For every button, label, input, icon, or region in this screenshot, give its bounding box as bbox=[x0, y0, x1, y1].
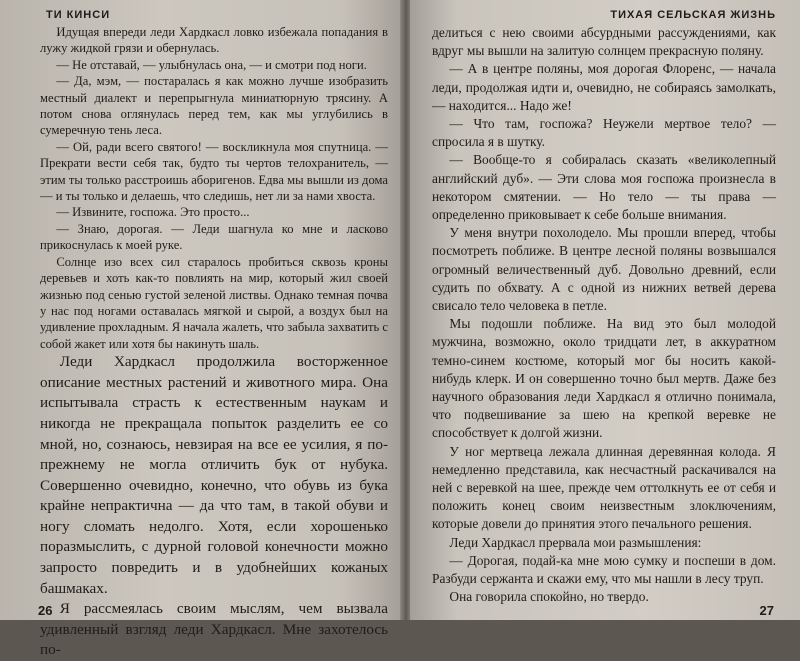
left-running-head: ТИ КИНСИ bbox=[46, 9, 111, 21]
paragraph: — Вообще-то я собиралась сказать «великолепный английский дуб». — Эти слова моя госпожа произнесла в некотором смятении. — Но тело — ты права — определенно приковывает к себе больше внимания. bbox=[432, 152, 776, 223]
paragraph: — Извините, госпожа. Это просто... bbox=[56, 205, 250, 220]
left-page-text bbox=[40, 24, 388, 661]
right-running-head: ТИХАЯ СЕЛЬСКАЯ ЖИЗНЬ bbox=[610, 9, 776, 21]
paragraph: — А в центре поляны, моя дорогая Флоренс, — начала леди, продолжая идти и, очевидно, не собираясь замолкать, — находится... Надо же! bbox=[432, 61, 776, 113]
paragraph: Идущая впереди леди Хардкасл ловко избежала попадания в лужу жидкой грязи и обернулась. bbox=[40, 25, 388, 56]
paragraph: Солнце изо всех сил старалось пробиться сквозь кроны деревьев и хоть как-то повлиять на мир, который жил своей жизнью под сенью густой зеленой листвы. Однако темная почва у нас под ногами оставалась мягкой и сырой, а воздух был на удивление прохладным. Я начала жалеть, что забыла захватить с собой жакет или хотя бы накинуть шаль. bbox=[40, 254, 388, 351]
paragraph: — Не отставай, — улыбнулась она, — и смотри под ноги. bbox=[56, 57, 367, 72]
page-number-left: 26 bbox=[38, 603, 53, 618]
paragraph: Леди Хардкасл прервала мои размышления: bbox=[449, 534, 702, 550]
paragraph: — Дорогая, подай-ка мне мою сумку и поспеши в дом. Разбуди сержанта и скажи ему, что мы нашли в лесу труп. bbox=[432, 552, 776, 587]
paragraph: Она говорила спокойно, но твердо. bbox=[449, 589, 649, 605]
right-page bbox=[410, 0, 800, 620]
paragraph: Мы подошли поближе. На вид это был молодой мужчина, возможно, около тридцати лет, в аккуратном темно-синем костюме, который мог бы носить какой-нибудь клерк. И он совершенно точно был мертв. Даже без научного образования леди Хардкасл я отлично понимала, что подвешивание за шею на крепкой веревке не способствует к долгой жизни. bbox=[432, 316, 776, 441]
paragraph: Леди Хардкасл продолжила восторженное описание местных растений и животного мира. Она испытывала страсть к естественным наукам и никогда не прекращала попыток разделить ее со мной, но, сознаюсь, невзирая на все ее усилия, я по-прежнему не могла отличить бук от нубука. Совершенно очевидно, конечно, что обувь из бука крайне непрактична — да что там, в такой обуви и ногу сломать недолго. Хотя, если хорошенько поразмыслить, с дурной головой конечности можно запросто повредить и в удобнейших кожаных башмаках. bbox=[40, 353, 388, 597]
paragraph: — Знаю, дорогая. — Леди шагнула ко мне и ласково прикоснулась к моей руке. bbox=[40, 221, 388, 253]
paragraph: — Ой, ради всего святого! — воскликнула моя спутница. — Прекрати вести себя так, будто ты чертов телохранитель, — этим ты только расстроишь аборигенов. Едва мы вышли из дома — и ты только и делаешь, что следишь, нет ли за нами хвоста. bbox=[40, 139, 388, 204]
paragraph: У ног мертвеца лежала длинная деревянная колода. Я немедленно представила, как несчастный раскачивался на ней с веревкой на шее, прежде чем оттолкнуть ее от себя и положить конец своим неизвестным злоключениям, которые довели до принятия этого печального решения. bbox=[432, 443, 776, 532]
paragraph: — Что там, госпожа? Неужели мертвое тело? — спросила я в шутку. bbox=[432, 116, 776, 150]
right-page-text bbox=[432, 24, 776, 607]
paragraph: Я рассмеялась своим мыслям, чем вызвала удивленный взгляд леди Хардкасл. Мне захотелось по- bbox=[40, 600, 388, 659]
paragraph-continuation: делиться с нею своими абсурдными рассуждениями, как вдруг мы вышли на залитую солнцем прекрасную поляну. bbox=[432, 25, 776, 59]
page-number-right: 27 bbox=[759, 603, 774, 618]
paragraph: — Да, мэм, — постаралась я как можно лучше изобразить местный диалект и перепрыгнула миниатюрную трясину. А потом снова оглянулась перед тем, как мы углубились в сумеречную тень леса. bbox=[40, 74, 388, 138]
paragraph: У меня внутри похолодело. Мы прошли вперед, чтобы посмотреть поближе. В центре лесной поляны возвышался огромный величественный дуб. Довольно древний, если судить по обхвату. А с одной из нижних ветвей дерева свисало тело человека в петле. bbox=[432, 225, 776, 314]
